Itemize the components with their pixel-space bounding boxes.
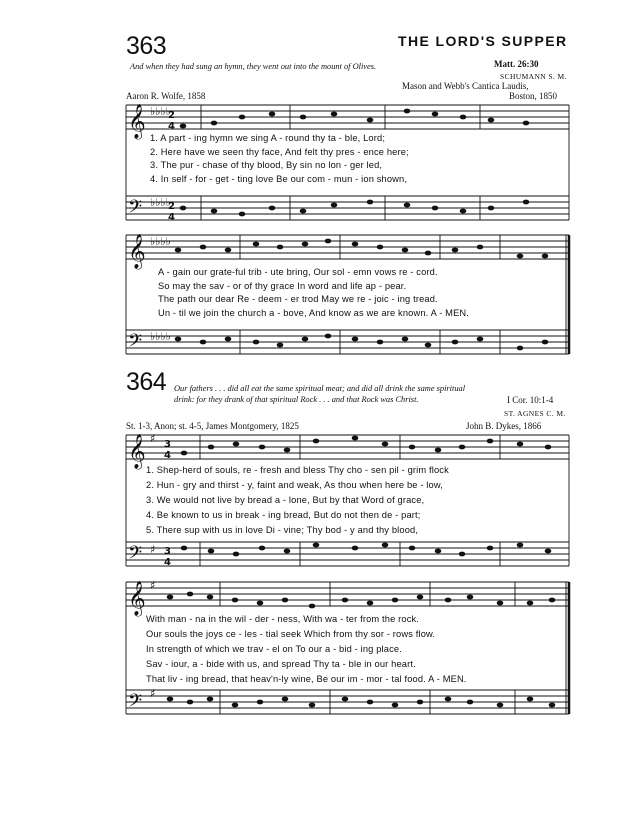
hymn-epigraph: drink: for they drank of that spiritual Rock . . . and that Rock was Christ. [174,395,419,404]
lyric-line: With man - na in the wil - der - ness, With wa - ter from the rock. [146,614,420,624]
svg-text:4: 4 [164,557,171,568]
tune-name: ST. AGNES C. M. [504,409,566,418]
scripture-reference: I Cor. 10:1-4 [507,395,554,405]
svg-text:4: 4 [168,212,175,223]
hymn-number: 364 [126,368,167,396]
svg-text:𝄢: 𝄢 [128,197,143,222]
verse-block-2 [158,267,469,321]
svg-text:3: 3 [164,546,171,557]
lyric-line: 1. Shep-herd of souls, re - fresh and bless Thy cho - sen pil - grim flock [146,465,449,475]
svg-text:𝄢: 𝄢 [128,331,143,356]
lyric-line: 3. The pur - chase of thy blood, By sin no lon - ger led, [150,160,383,170]
tune-source-place: Boston, 1850 [509,91,558,101]
lyric-line: 4. In self - for - get - ting love Be our com - mun - ion shown, [150,173,408,184]
tune-source: Mason and Webb's Cantica Laudis, [402,81,529,91]
svg-text:2: 2 [168,110,175,121]
author-credit: Aaron R. Wolfe, 1858 [126,91,206,101]
verse-block-4 [146,614,467,689]
svg-text:𝄢: 𝄢 [128,691,143,716]
svg-text:3: 3 [164,439,171,450]
lyric-line: 1. A part - ing hymn we sing A - round thy ta - ble, Lord; [150,133,386,143]
lyric-line: That liv - ing bread, that heav'n-ly wine, Be our im - mor - tal food. A - MEN. [146,674,467,684]
svg-text:𝄞: 𝄞 [128,234,146,269]
svg-text:4: 4 [168,121,175,132]
hymn-epigraph: And when they had sung an hymn, they went out into the mount of Olives. [130,62,377,71]
svg-text:♭♭♭♭: ♭♭♭♭ [150,196,171,209]
hymn-number: 363 [126,32,167,60]
hymn-epigraph: Our fathers . . . did all eat the same spiritual meat; and did all drink the same spiritual [174,384,466,393]
lyric-line: Our souls the joys ce - les - tial seek Which from thy sor - rows flow. [146,629,436,639]
verse-block-3 [146,465,449,540]
lyric-line: Un - til we join the church a - bove, And know as we are known. A - MEN. [158,307,470,318]
lyric-line: 3. We would not live by bread a - lone, But by that Word of grace, [146,495,425,505]
svg-text:♯: ♯ [150,543,156,556]
svg-text:2: 2 [168,201,175,212]
lyric-line: Sav - iour, a - bide with us, and spread Thy ta - ble in our heart. [146,659,416,669]
svg-text:♯: ♯ [150,687,156,700]
svg-text:𝄞: 𝄞 [128,434,146,469]
svg-text:4: 4 [164,450,171,461]
svg-text:𝄢: 𝄢 [128,543,143,568]
svg-text:♭♭♭♭: ♭♭♭♭ [150,330,171,343]
lyric-line: 2. Here have we seen thy face, And felt thy pres - ence here; [150,146,409,157]
tune-name: SCHUMANN S. M. [500,72,567,81]
svg-text:♯: ♯ [150,579,156,592]
author-credit: St. 1-3, Anon; st. 4-5, James Montgomery, 1825 [126,421,299,431]
lyric-line: 5. There sup with us in love Di - vine; Thy bod - y and thy blood, [146,525,419,535]
svg-text:♯: ♯ [150,432,156,445]
verse-block-1 [150,133,409,187]
lyric-line: The path our dear Re - deem - er trod May we re - joic - ing tread. [158,294,438,304]
section-title: THE LORD'S SUPPER [398,33,568,49]
svg-text:𝄞: 𝄞 [128,104,146,139]
scripture-reference: Matt. 26:30 [494,59,539,69]
lyric-line: 4. Be known to us in break - ing bread, But do not then de - part; [146,510,421,520]
staff-lines [126,105,569,129]
lyric-line: In strength of which we trav - el on To our a - bid - ing place. [146,644,402,654]
svg-text:𝄞: 𝄞 [128,581,146,616]
lyric-line: 2. Hun - gry and thirst - y, faint and weak, As thou when here be - low, [146,480,443,490]
composer-credit: John B. Dykes, 1866 [466,421,542,431]
svg-text:♭♭♭♭: ♭♭♭♭ [150,105,171,118]
lyric-line: A - gain our grate-ful trib - ute bring, Our sol - emn vows re - cord. [158,267,438,277]
lyric-line: So may the sav - or of thy grace In word and life ap - pear. [158,280,407,291]
svg-text:♭♭♭♭: ♭♭♭♭ [150,235,171,248]
